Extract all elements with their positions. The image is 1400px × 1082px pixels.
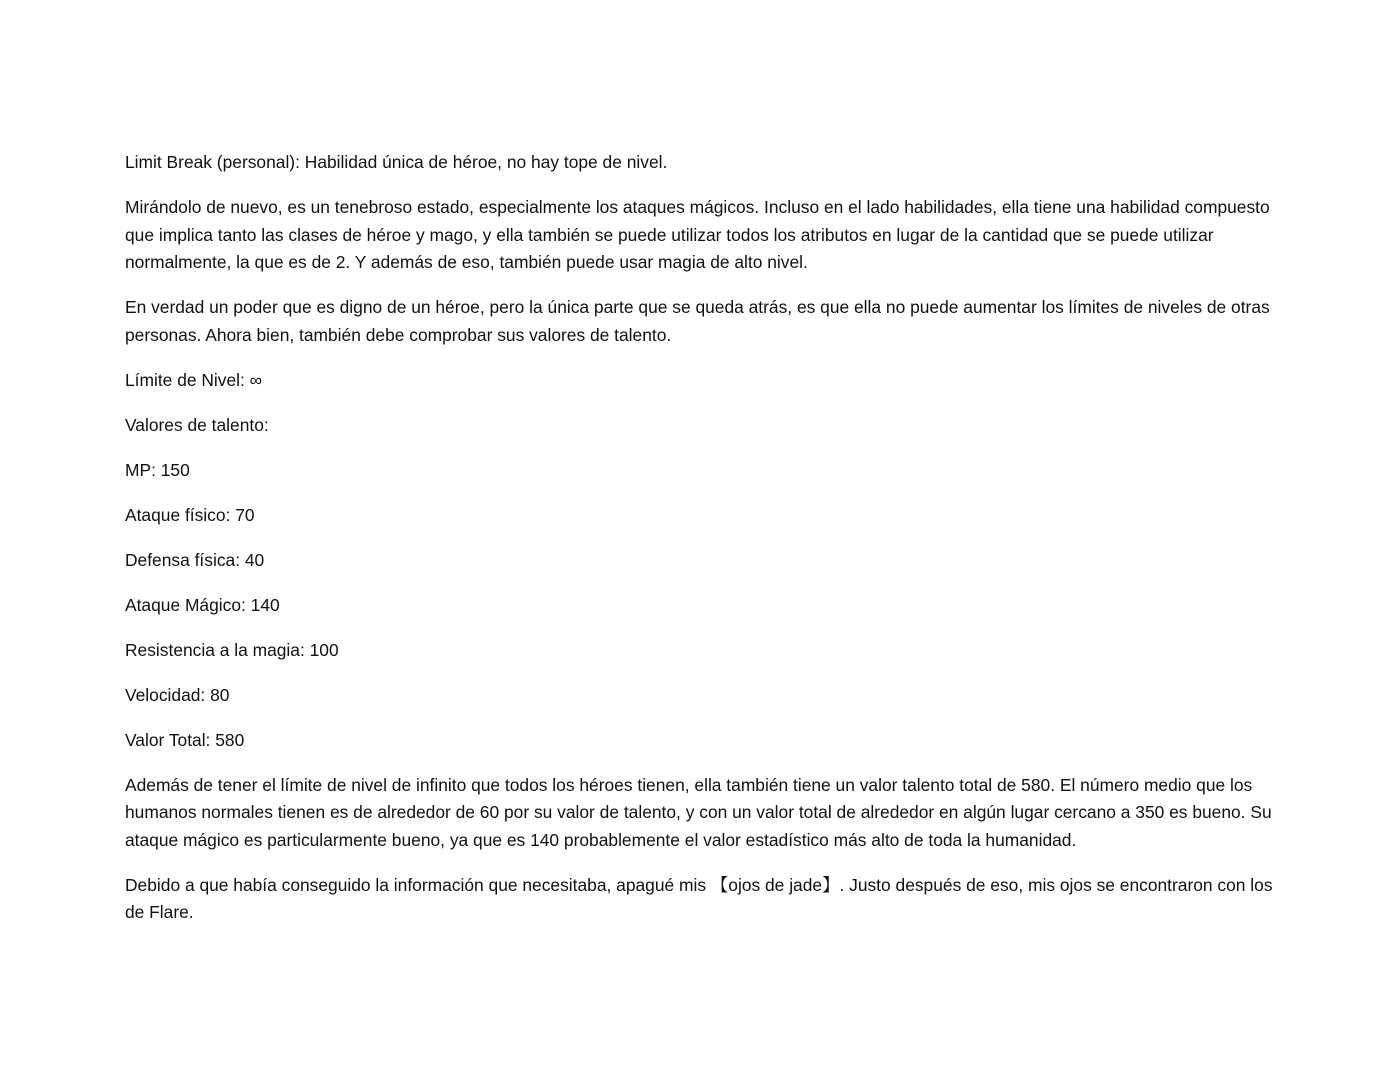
paragraph-limit-break: Limit Break (personal): Habilidad única de héroe, no hay tope de nivel.	[125, 152, 668, 172]
stat-magic-attack: Ataque Mágico: 140	[125, 594, 280, 615]
stat-magic-resistance: Resistencia a la magia: 100	[125, 639, 339, 660]
paragraph-hero-power: En verdad un poder que es digno de un héroe, pero la única parte que se queda atrás, es que ella no puede aumentar los límites de niveles de otras personas. Ahora bien, también debe comprobar sus valores de talento.	[125, 297, 1270, 345]
paragraph-jade-eyes: Debido a que había conseguido la información que necesitaba, apagué mis 【ojos de jade】. Justo después de eso, mis ojos se encontraron con los de Flare.	[125, 874, 1273, 922]
stat-mp: MP: 150	[125, 459, 190, 480]
paragraph-look-again: Mirándolo de nuevo, es un tenebroso estado, especialmente los ataques mágicos. Incluso en el lado habilidades, ella tiene una habilidad compuesto que implica tanto las clases de héroe y mago, y ella también se puede utilizar todos los atributos en lugar de la cantidad que se puede utilizar normalmente, la que es de 2. Y además de eso, también puede usar magia de alto nivel.	[125, 197, 1270, 272]
stat-speed: Velocidad: 80	[125, 684, 230, 705]
stat-level-limit: Límite de Nivel: ∞	[125, 369, 263, 390]
stat-physical-defense: Defensa física: 40	[125, 549, 265, 570]
stat-physical-attack: Ataque físico: 70	[125, 504, 255, 525]
document-page	[125, 149, 1277, 944]
talent-values-heading: Valores de talento:	[125, 414, 269, 435]
stat-total-value: Valor Total: 580	[125, 729, 245, 750]
paragraph-talent-comparison: Además de tener el límite de nivel de infinito que todos los héroes tienen, ella también tiene un valor talento total de 580. El número medio que los humanos normales tienen es de alrededor de 60 por su valor de talento, y con un valor total de alrededor en algún lugar cercano a 350 es bueno. Su ataque mágico es particularmente bueno, ya que es 140 probablemente el valor estadístico más alto de toda la humanidad.	[125, 774, 1272, 850]
